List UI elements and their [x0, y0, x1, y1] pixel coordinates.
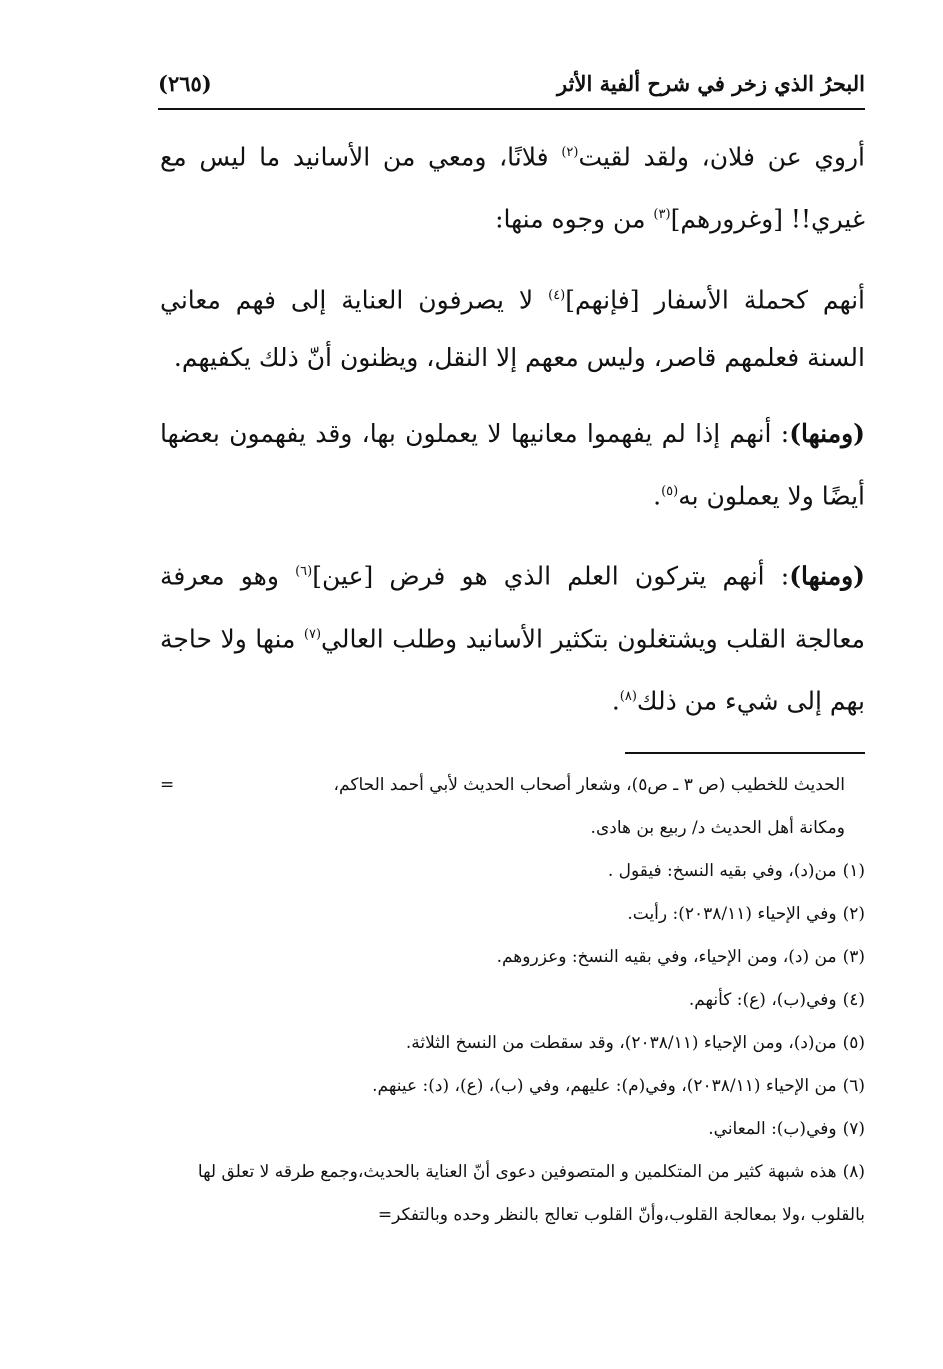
footnote-ref: (٤) [548, 287, 566, 303]
footnote-number: (١) [842, 861, 865, 881]
footnote-ref: (٥) [661, 483, 679, 499]
paragraph-lead: (ومنها) [789, 418, 865, 448]
footnote: (٣)من (د)، ومن الإحياء، وفي بقيه النسخ: وعزروهم. [496, 947, 865, 967]
footnotes [160, 764, 865, 1237]
footnote: (٤)وفي(ب)، (ع): كأنهم. [688, 990, 865, 1010]
footnote: (٥)من(د)، ومن الإحياء (٢٠٣٨/١١)، وقد سقطت من النسخ الثلاثة. [405, 1033, 865, 1053]
paragraph: أروي عن فلان، ولقد لقيت$^{(٢)}$ فلانًا، ومعي من الأسانيد ما ليس مع غيري!! [وغرورهم]$^{(٣)}$ من وجوه منها: [160, 142, 865, 234]
footnote: (٦)من الإحياء (٢٠٣٨/١١)، وفي(م): عليهم، وفي (ب)، (ع)، (د): عينهم. [372, 1076, 865, 1096]
footnote-number: (٥) [842, 1033, 865, 1053]
footnote: (١)من(د)، وفي بقيه النسخ: فيقول . [607, 861, 865, 881]
footnote-ref: (٣) [653, 207, 671, 223]
footnote: (٢)وفي الإحياء (٢٠٣٨/١١): رأيت. [627, 904, 865, 924]
footnote-number: (٨) [842, 1162, 865, 1182]
footnote-number: (٤) [842, 990, 865, 1010]
footnote-number: (٢) [842, 904, 865, 924]
book-title: البحرُ الذي زخر في شرح ألفية الأثر [557, 70, 865, 96]
paragraph-lead: (ومنها) [789, 561, 865, 591]
page-number: (٢٦٥) [158, 70, 212, 96]
footnote-separator [625, 752, 865, 754]
footnote: (٨)هذه شبهة كثير من المتكلمين و المتصوفين دعوى أنّ العناية بالحديث،وجمع طرقه لا تعلق لها بالقلوب ،ولا بمعالجة القلوب،وأنّ القلوب تعالج بالنظر وحده وبالتفكر= [197, 1162, 865, 1225]
footnote-number: (٧) [842, 1119, 865, 1139]
main-text [160, 124, 865, 748]
footnote-continuation: = الحديث للخطيب (ص ٣ ـ ص٥)، وشعار أصحاب الحديث لأبي أحمد الحاكم، ومكانة أهل الحديث د/ ربيع بن هادى. [160, 764, 865, 850]
footnote-ref: (٧) [303, 626, 322, 642]
header-rule [158, 108, 865, 110]
footnote-number: (٦) [842, 1076, 865, 1096]
running-header [158, 66, 865, 100]
footnote-number: (٣) [842, 947, 865, 967]
paragraph: أنهم كحملة الأسفار [فإنهم]$^{(٤)}$ لا يصرفون العناية إلى فهم معاني السنة فعلمهم قاصر، وليس معهم إلا النقل، ويظنون أنّ ذلك يكفيهم. [160, 284, 865, 372]
footnote: (٧)وفي(ب): المعاني. [708, 1119, 865, 1139]
footnote-ref: (٨) [619, 688, 637, 704]
continuation-marker: = [160, 775, 175, 795]
footnote-ref: (٦) [295, 564, 313, 580]
paragraph: (ومنها): أنهم إذا لم يفهموا معانيها لا يعملون بها، وقد يفهمون بعضها أيضًا ولا يعملون به$^{(٥)}$. [160, 418, 865, 511]
footnote-ref: (٢) [561, 145, 579, 160]
paragraph: (ومنها): أنهم يتركون العلم الذي هو فرض [عين]$^{(٦)}$ وهو معرفة معالجة القلب ويشتغلون بتكثير الأسانيد وطلب العالي$^{(٧)}$ منها ولا حاجة بهم إلى شيء من ذلك$^{(٨)}$. [160, 561, 865, 716]
